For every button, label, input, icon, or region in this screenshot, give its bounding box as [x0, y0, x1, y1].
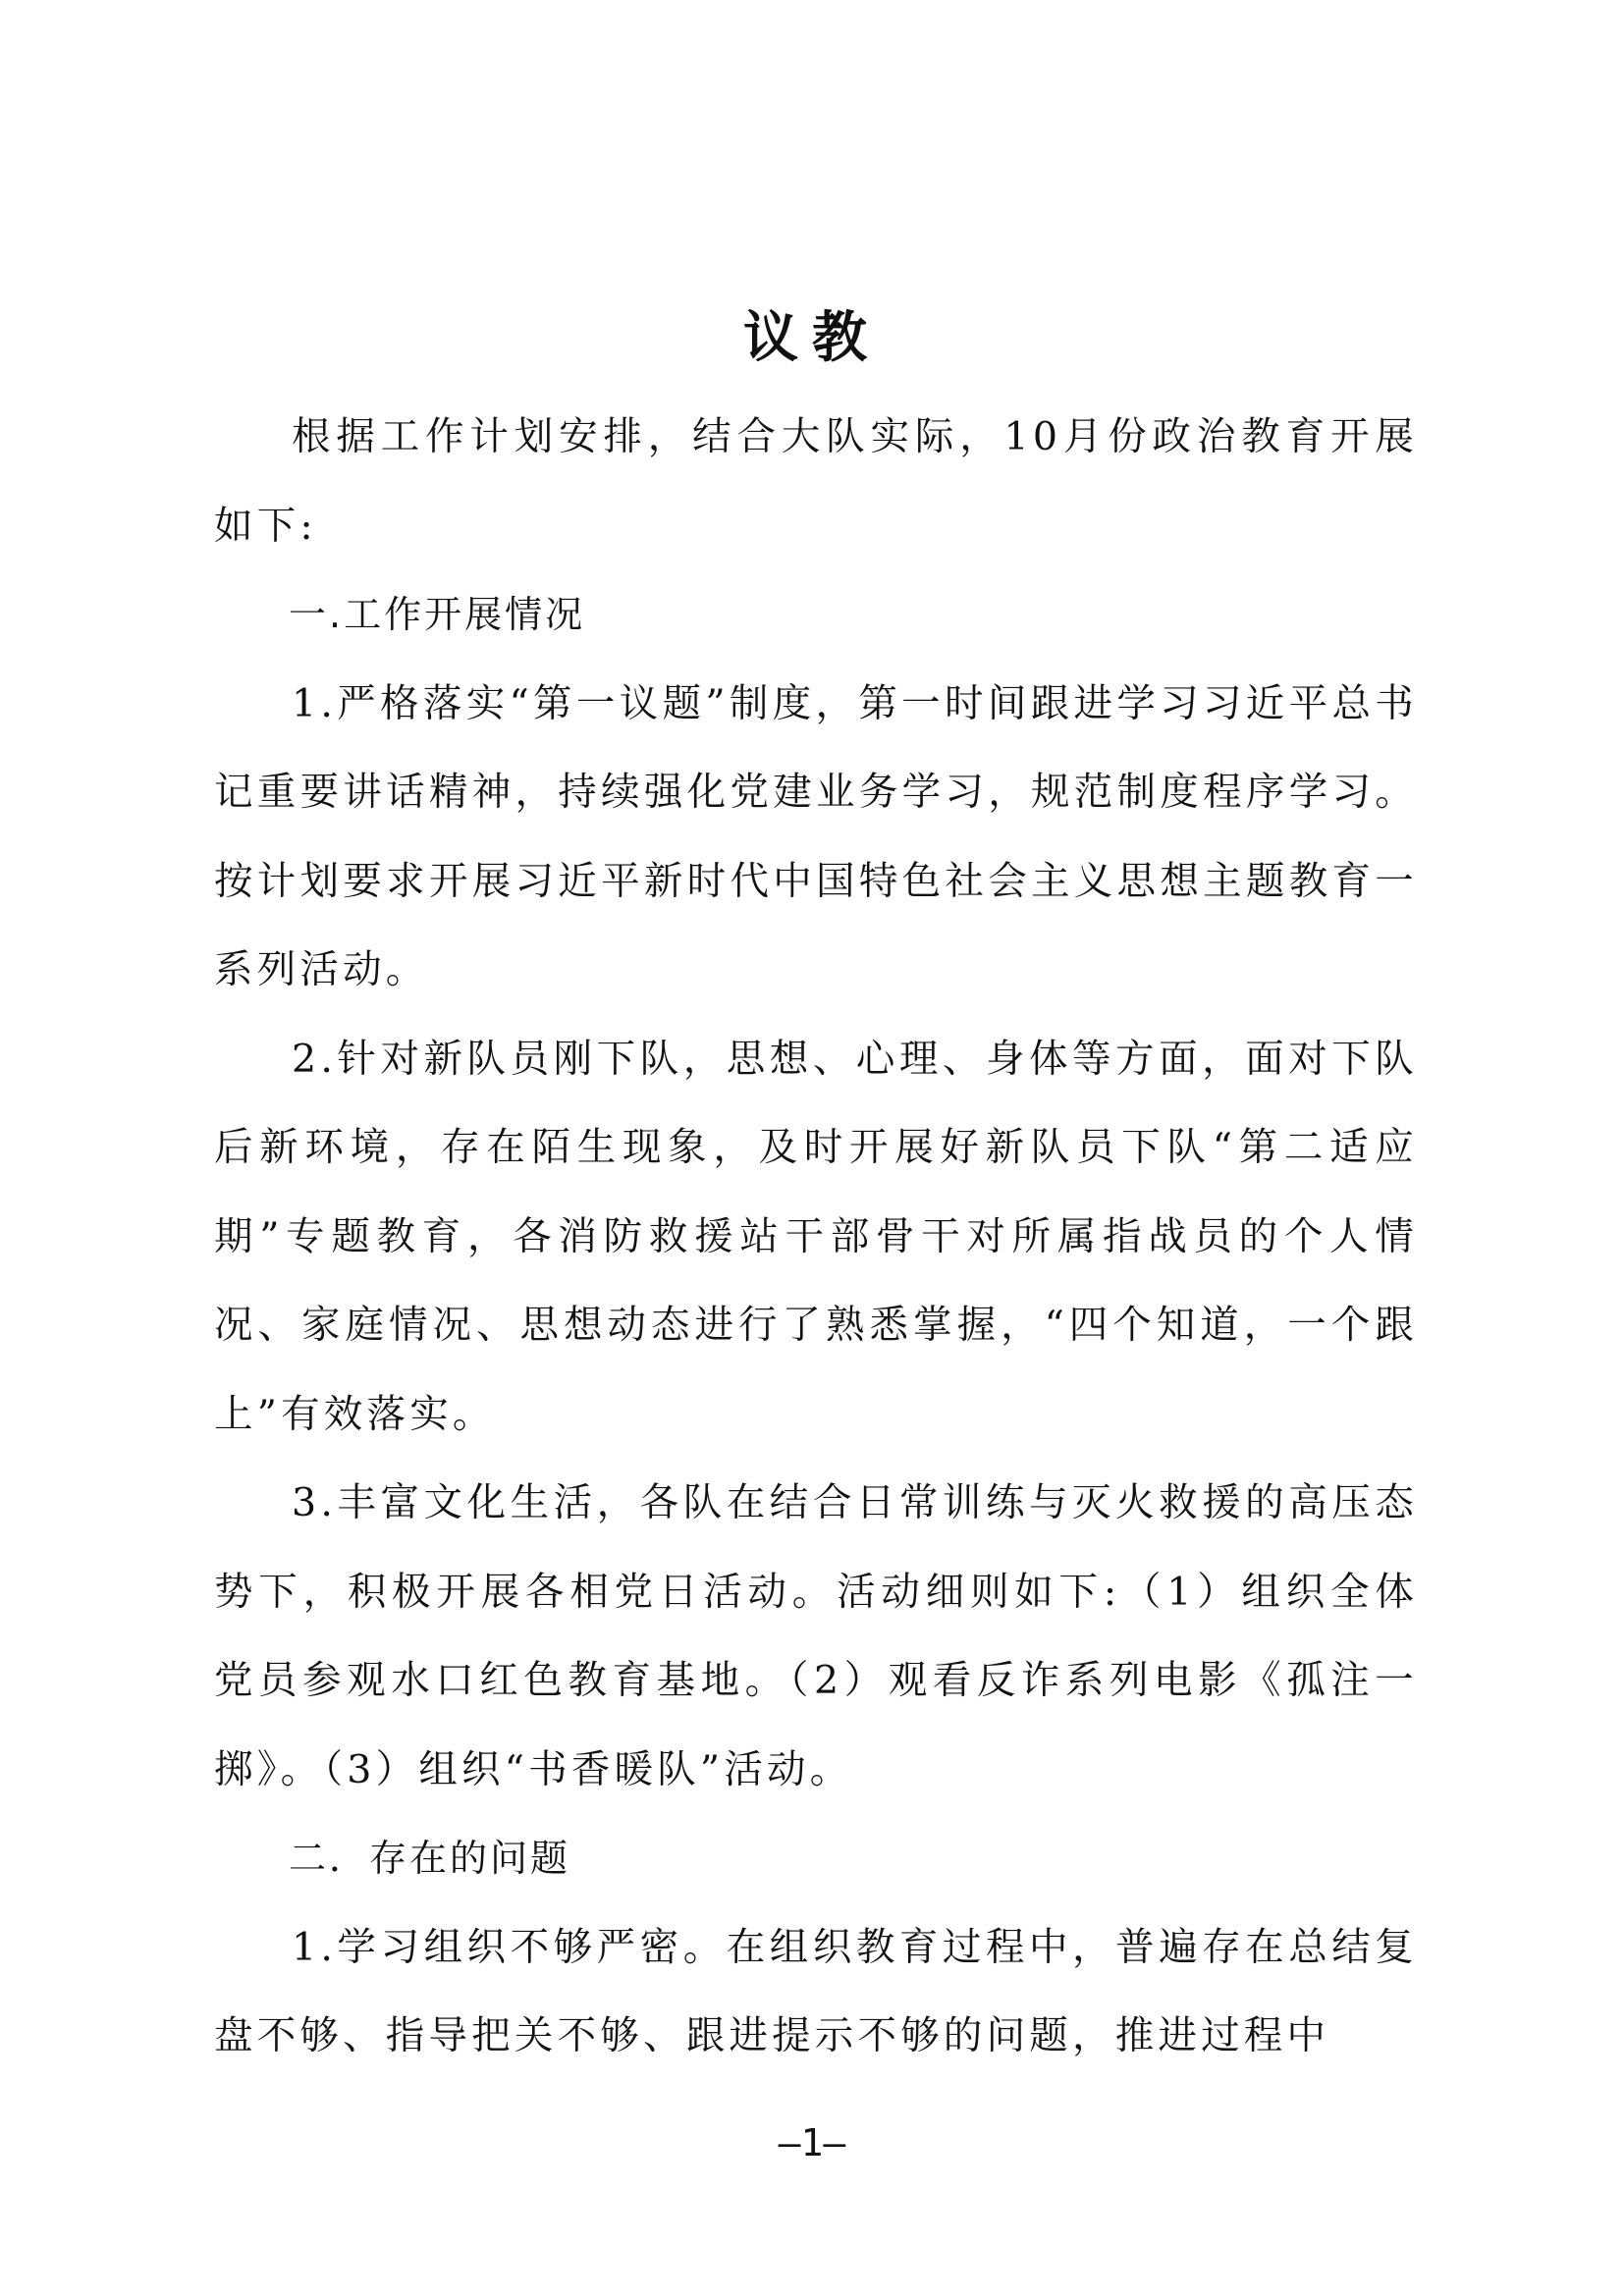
paragraph-item-3: 3.丰富文化生活，各队在结合日常训练与灭火救援的高压态势下，积极开展各相党日活动。活动细则如下:（1）组织全体党员参观水口红色教育基地。（2）观看反诈系列电影《孤注一掷》。（3）组织“书香暖队”活动。 — [214, 1480, 1418, 1792]
document-title: 议教 — [743, 306, 881, 370]
paragraph-problem-1: 1.学习组织不够严密。在组织教育过程中，普遍存在总结复盘不够、指导把关不够、跟进提示不够的问题，推进过程中 — [214, 1924, 1418, 2058]
intro-paragraph: 根据工作计划安排，结合大队实际，10月份政治教育开展如下: — [214, 414, 1418, 549]
section-heading-problems: 二．存在的问题 — [289, 1837, 571, 1880]
paragraph-item-2: 2.针对新队员刚下队，思想、心理、身体等方面，面对下队后新环境，存在陌生现象，及时开展好新队员下队“第二适应期”专题教育，各消防救援站干部骨干对所属指战员的个人情况、家庭情况、思想动态进行了熟悉掌握，“四个知道，一个跟上”有效落实。 — [214, 1036, 1418, 1437]
section-heading-work-progress: 一.工作开展情况 — [289, 593, 586, 636]
page-number: —1— — [778, 2121, 846, 2164]
document-body — [214, 393, 1418, 2081]
paragraph-item-1: 1.严格落实“第一议题”制度，第一时间跟进学习习近平总书记重要讲话精神，持续强化党建业务学习，规范制度程序学习。按计划要求开展习近平新时代中国特色社会主义思想主题教育一系列活动。 — [214, 680, 1418, 992]
